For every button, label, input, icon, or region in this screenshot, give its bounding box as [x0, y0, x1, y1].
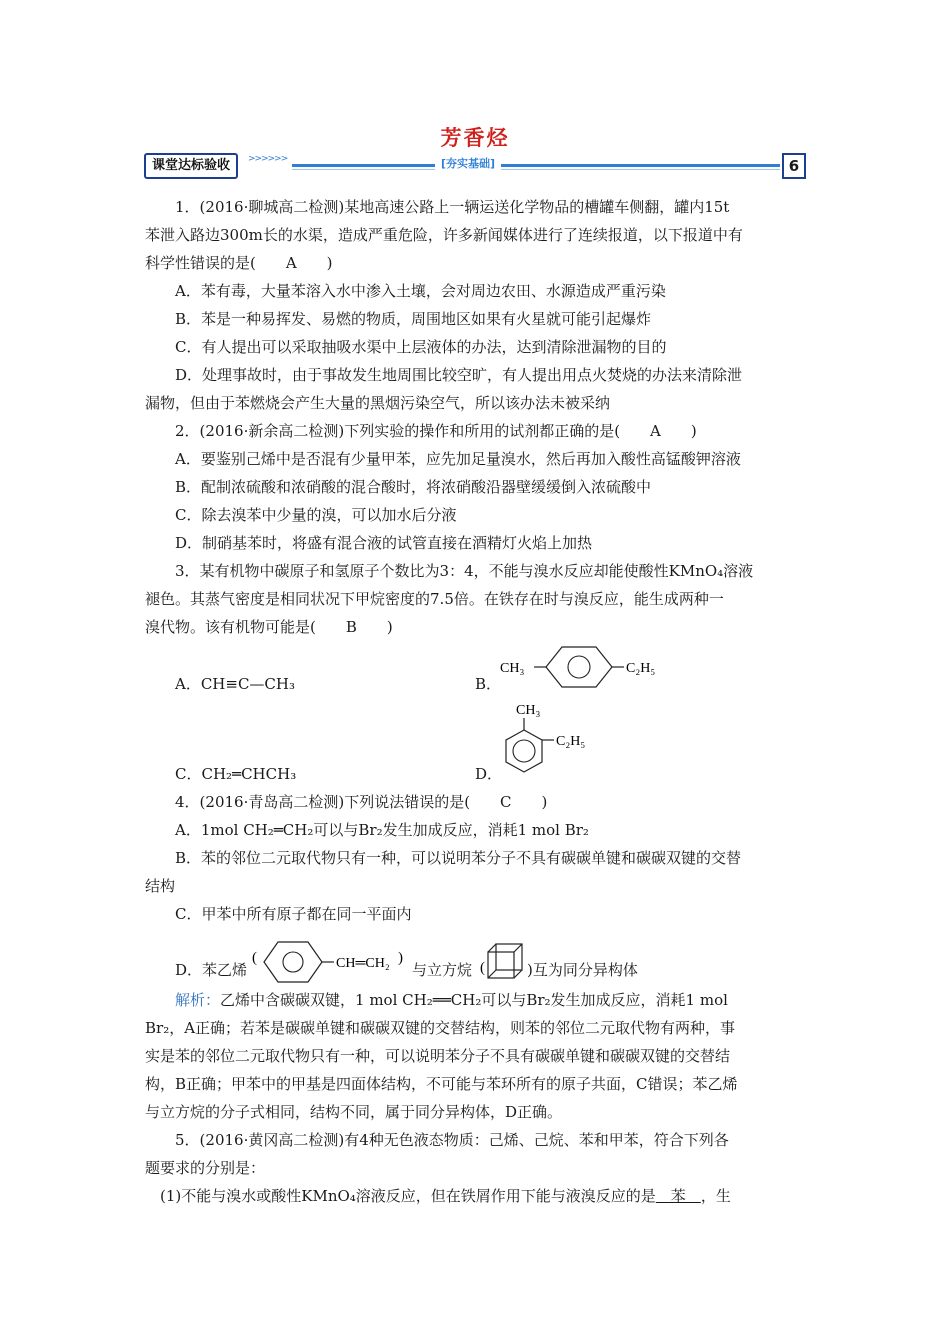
q5-part-1-answer: 苯	[655, 1187, 701, 1205]
q4-option-c: C．甲苯中所有原子都在同一平面内	[175, 905, 412, 923]
q3-line-1: 3．某有机物中碳原子和氢原子个数比为3：4，不能与溴水反应却能使酸性KMnO₄溶液	[175, 562, 754, 580]
q4-option-d-prefix: D．苯乙烯	[175, 961, 248, 979]
q1-option-b: B．苯是一种易挥发、易燃的物质，周围地区如果有火星就可能引起爆炸	[175, 310, 652, 328]
q1-line-3: 科学性错误的是( A )	[145, 254, 333, 272]
styrene-vinyl-group: CH═CH₂	[336, 956, 390, 971]
o-ethyltoluene-structure	[490, 696, 610, 786]
cubane-paren-open: (	[480, 960, 485, 976]
q1-line-2: 苯泄入路边300m长的水渠，造成严重危险，许多新闻媒体进行了连续报道，以下报道中有	[145, 226, 743, 244]
q3-line-2: 褪色。其蒸气密度是相同状况下甲烷密度的7.5倍。在铁存在时与溴反应，能生成两种一	[145, 590, 724, 608]
banner-arrows-icon: >>>>>>	[248, 154, 288, 164]
q1-line-1: 1．(2016·聊城高二检测)某地高速公路上一辆运送化学物品的槽罐车侧翻，罐内15t	[175, 198, 730, 216]
q1-option-d-line-1: D．处理事故时，由于事故发生地周围比较空旷，有人提出用点火焚烧的办法来清除泄	[175, 366, 743, 384]
analysis-line-3: 实是苯的邻位二元取代物只有一种，可以说明苯分子不具有碳碳单键和碳碳双键的交替结	[145, 1047, 731, 1065]
q5-part-1-tail: ，生	[700, 1187, 731, 1205]
q4-option-a: A．1mol CH₂═CH₂可以与Br₂发生加成反应，消耗1 mol Br₂	[175, 821, 589, 839]
q3-option-b-label: B．	[475, 675, 502, 693]
q1-option-c: C．有人提出可以采取抽吸水渠中上层液体的办法，达到清除泄漏物的目的	[175, 338, 667, 356]
p-ethyltoluene-structure	[500, 642, 680, 702]
q4-line-1: 4．(2016·青岛高二检测)下列说法错误的是( C )	[175, 793, 548, 811]
section-banner	[140, 150, 810, 180]
struct-d-top-group: CH₃	[516, 703, 541, 718]
analysis-line-2: Br₂，A正确；若苯是碳碳单键和碳碳双键的交替结构，则苯的邻位二元取代物有两种，事	[145, 1019, 736, 1037]
q4-option-b-line-2: 结构	[145, 877, 176, 895]
analysis-line-1	[175, 990, 728, 1010]
styrene-paren-close: )	[398, 950, 403, 966]
struct-b-right-group: C₂H₅	[626, 661, 656, 676]
q2-line-1: 2．(2016·新余高二检测)下列实验的操作和所用的试剂都正确的是( A )	[175, 422, 697, 440]
analysis-line-4: 构，B正确；甲苯中的甲基是四面体结构，不可能与苯环所有的原子共面，C错误；苯乙烯	[145, 1075, 738, 1093]
struct-b-left-group: CH₃	[500, 661, 525, 676]
analysis-line-5: 与立方烷的分子式相同，结构不同，属于同分异构体，D正确。	[145, 1103, 563, 1121]
styrene-structure	[250, 936, 410, 988]
q2-option-a: A．要鉴别己烯中是否混有少量甲苯，应先加足量溴水，然后再加入酸性高锰酸钾溶液	[175, 450, 741, 468]
banner-subtitle: [夯实基础]	[435, 154, 501, 174]
analysis-line-1-text: 乙烯中含碳碳双键，1 mol CH₂══CH₂可以与Br₂发生加成反应，消耗1 mol	[220, 991, 728, 1009]
banner-number: 6	[782, 153, 806, 179]
q3-option-a: A．CH≡C—CH₃	[175, 675, 296, 693]
q3-option-c: C．CH₂═CHCH₃	[175, 765, 297, 783]
q3-line-3: 溴代物。该有机物可能是( B )	[145, 618, 393, 636]
analysis-label: 解析：	[175, 991, 221, 1009]
q5-line-2: 题要求的分别是：	[145, 1159, 266, 1177]
q1-option-a: A．苯有毒，大量苯溶入水中渗入土壤，会对周边农田、水源造成严重污染	[175, 282, 666, 300]
q4-option-d-suffix: )互为同分异构体	[527, 961, 638, 979]
styrene-paren-open: (	[252, 950, 257, 966]
page-title: 芳香烃	[440, 126, 510, 150]
q5-part-1	[160, 1186, 731, 1206]
q3-option-d-label: D．	[475, 765, 503, 783]
q5-line-1: 5．(2016·黄冈高二检测)有4种无色液态物质：己烯、己烷、苯和甲苯，符合下列各	[175, 1131, 729, 1149]
q2-option-c: C．除去溴苯中少量的溴，可以加水后分液	[175, 506, 457, 524]
cubane-structure	[480, 938, 528, 984]
q2-option-d: D．制硝基苯时，将盛有混合液的试管直接在酒精灯火焰上加热	[175, 534, 593, 552]
q1-option-d-line-2: 漏物，但由于苯燃烧会产生大量的黑烟污染空气，所以该办法未被采纳	[145, 394, 611, 412]
q2-option-b: B．配制浓硫酸和浓硝酸的混合酸时，将浓硝酸沿器壁缓缓倒入浓硫酸中	[175, 478, 652, 496]
banner-rule	[292, 164, 780, 167]
q4-option-b-line-1: B．苯的邻位二元取代物只有一种，可以说明苯分子不具有碳碳单键和碳碳双键的交替	[175, 849, 742, 867]
q5-part-1-text: (1)不能与溴水或酸性KMnO₄溶液反应，但在铁屑作用下能与液溴反应的是	[160, 1187, 656, 1205]
banner-rule-thin	[292, 169, 780, 170]
struct-d-right-group: C₂H₅	[556, 734, 586, 749]
q4-option-d-middle: 与立方烷	[412, 961, 473, 979]
banner-label: 课堂达标验收	[144, 153, 238, 179]
